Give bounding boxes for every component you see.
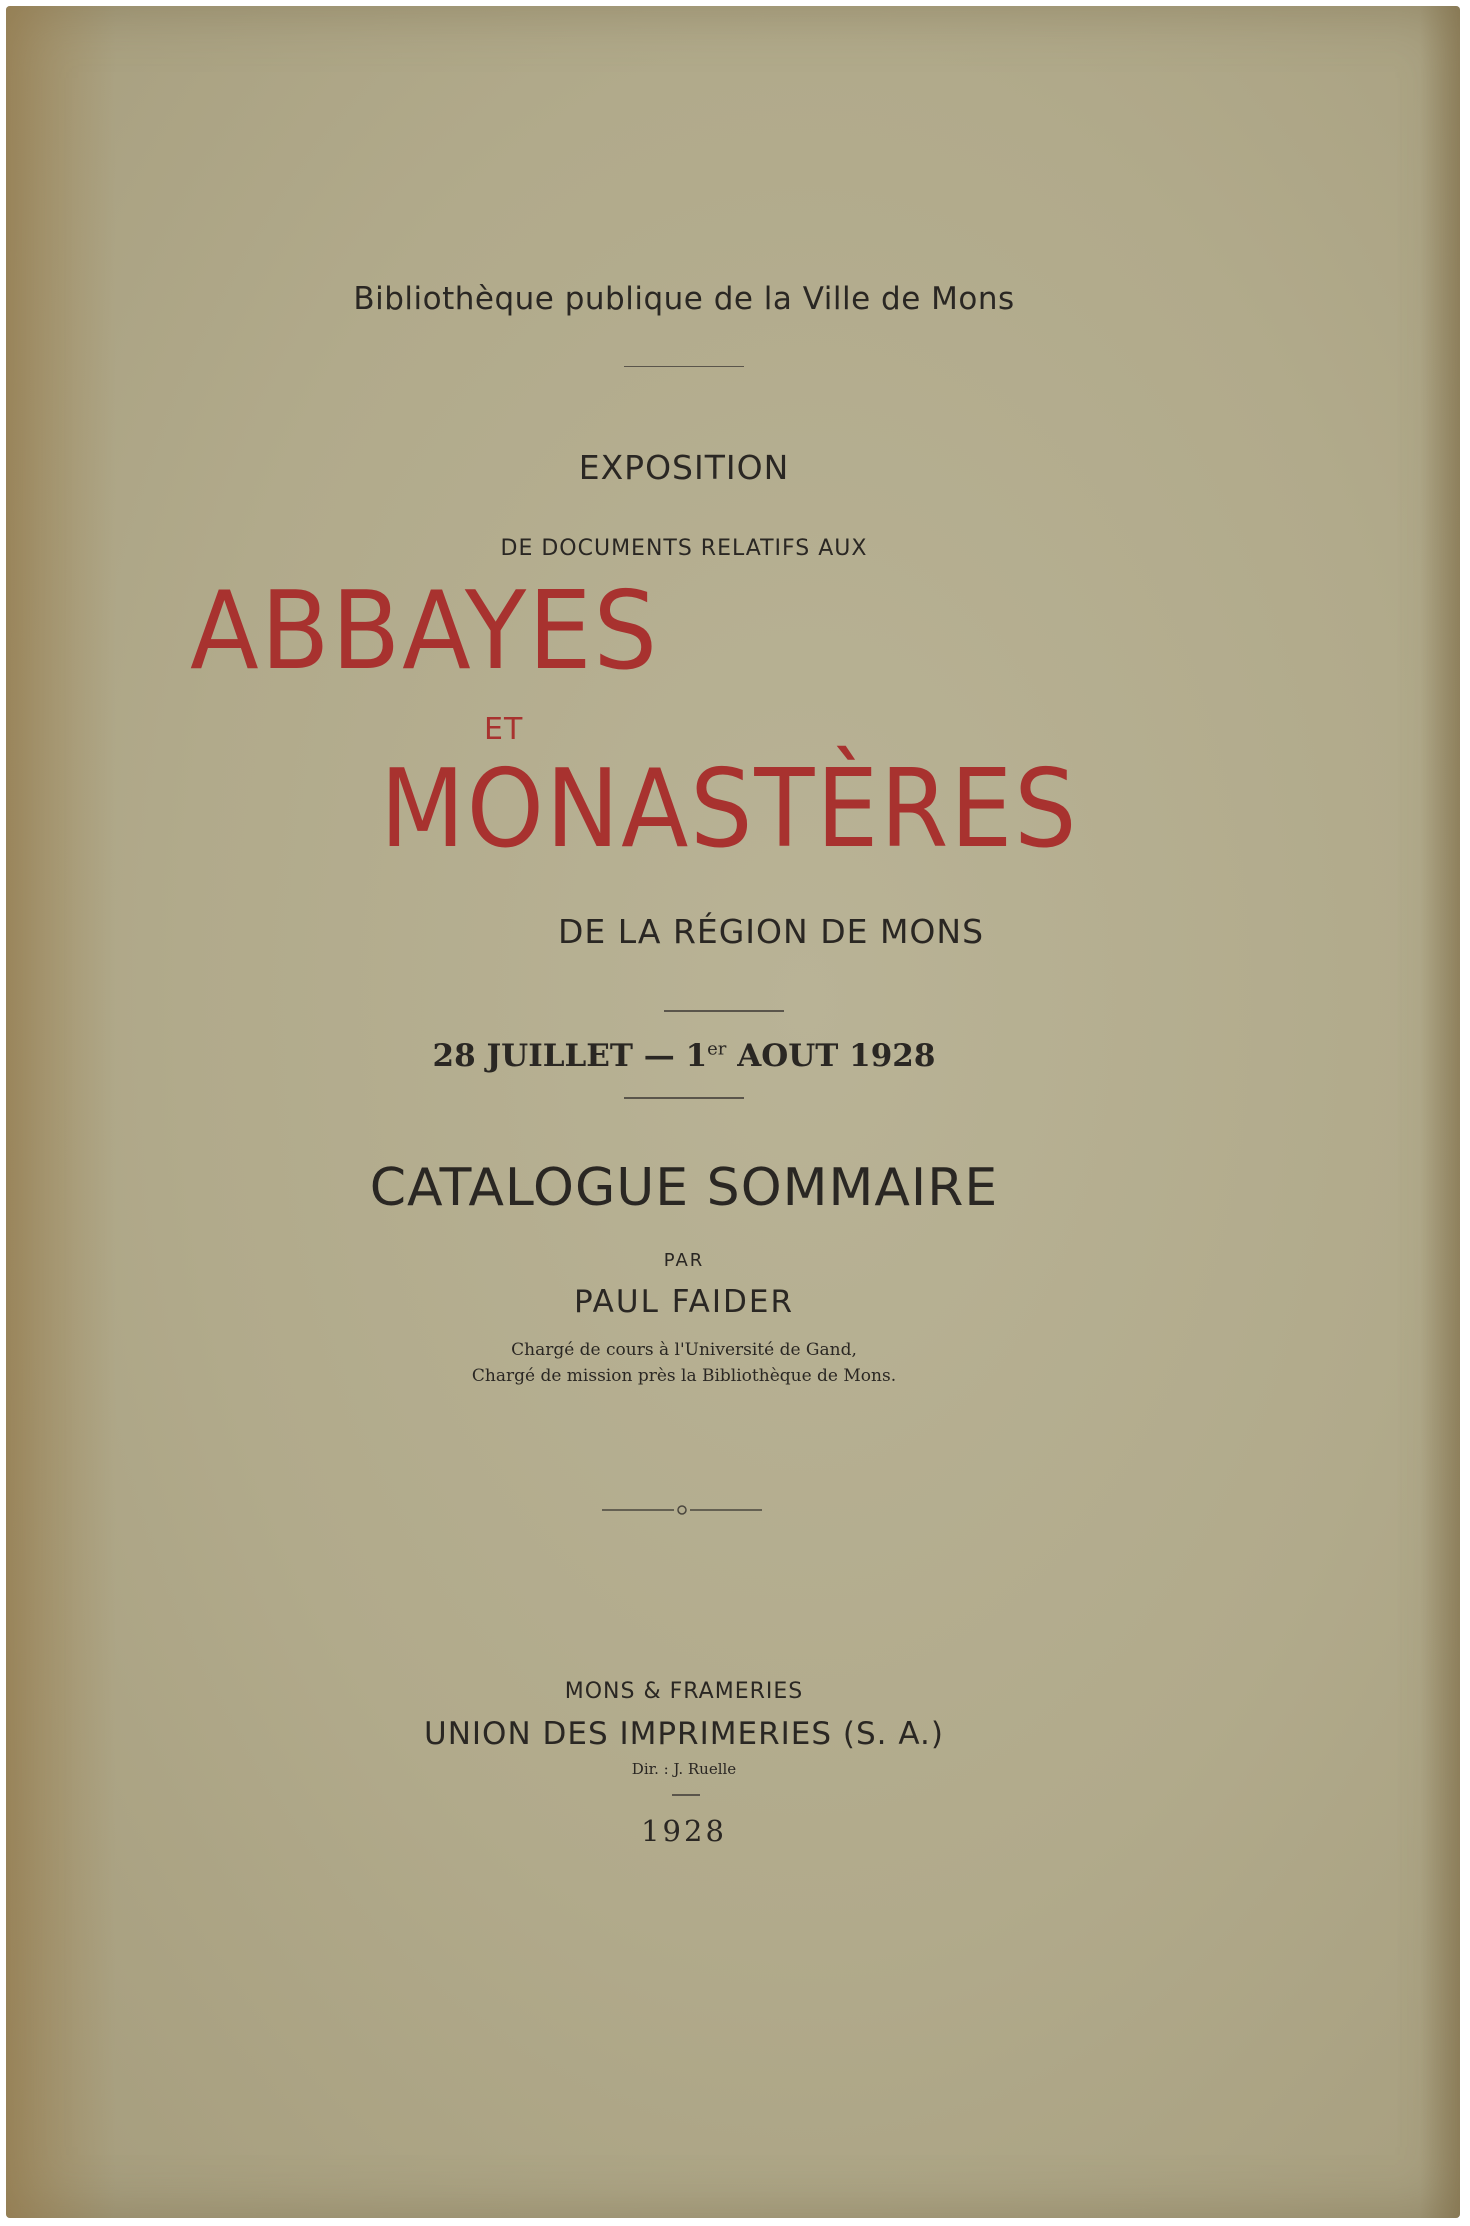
- title-monasteres: MONASTÈRES: [380, 747, 1079, 872]
- author-role-2: Chargé de mission près la Bibliothèque de Mons.: [471, 1366, 897, 1386]
- divider-rule-year: [672, 1794, 700, 1796]
- library-heading: Bibliothèque publique de la Ville de Mons: [353, 281, 1015, 317]
- author-role-1: Chargé de cours à l'Université de Gand,: [511, 1340, 857, 1360]
- exhibition-dates: [433, 1038, 936, 1074]
- dates-start: 28 JUILLET — 1: [432, 1038, 708, 1074]
- dates-end: AOUT 1928: [726, 1038, 936, 1074]
- divider-rule-dates-top: [664, 1010, 784, 1012]
- book-cover: [6, 6, 1460, 2218]
- ornament-divider: [602, 1502, 762, 1518]
- publication-year: 1928: [641, 1814, 727, 1848]
- documents-relatifs-label: DE DOCUMENTS RELATIFS AUX: [500, 536, 868, 561]
- title-et: ET: [484, 712, 524, 747]
- par-label: PAR: [663, 1250, 705, 1271]
- catalogue-title: CATALOGUE SOMMAIRE: [369, 1158, 999, 1218]
- printer-director: Dir. : J. Ruelle: [631, 1760, 737, 1778]
- printer-place: MONS & FRAMERIES: [564, 1679, 804, 1704]
- printer-name: UNION DES IMPRIMERIES (S. A.): [424, 1716, 944, 1752]
- divider-rule-dates-bottom: [624, 1097, 744, 1099]
- dates-superscript: er: [707, 1038, 727, 1060]
- title-abbayes: ABBAYES: [190, 569, 660, 694]
- author-name: PAUL FAIDER: [573, 1284, 795, 1320]
- region-label: DE LA RÉGION DE MONS: [558, 912, 985, 951]
- exposition-label: EXPOSITION: [578, 448, 790, 487]
- divider-rule-top: [624, 366, 744, 367]
